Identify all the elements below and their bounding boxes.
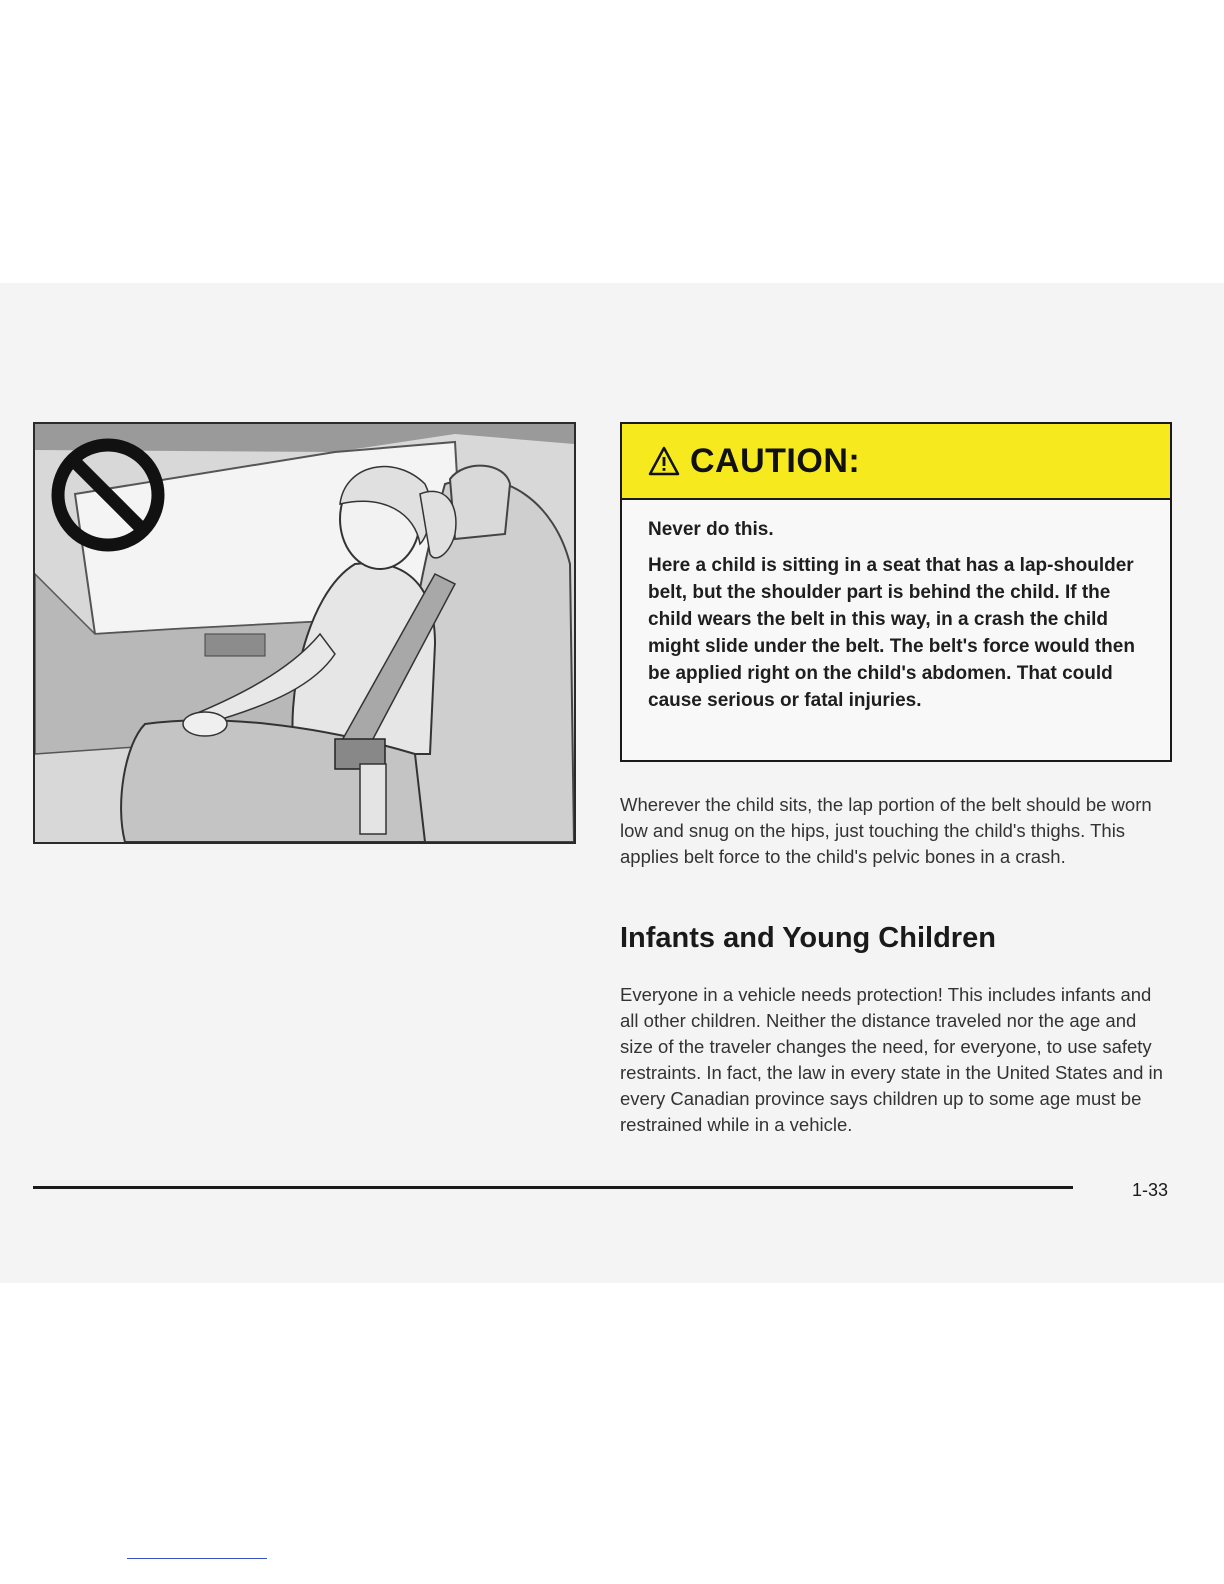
section-heading: Infants and Young Children [620,922,996,954]
section-paragraph: Everyone in a vehicle needs protection! This includes infants and all other children. Neither the distance traveled nor the age and size of the traveler changes the need, for everyone, to use safety restraints. In fact, the law in every state in the United States and in every Canadian province says children up to some age must be restrained while in a vehicle. [620,984,1163,1135]
caution-text: Here a child is sitting in a seat that has a lap-shoulder belt, but the shoulder part is behind the child. If the child wears the belt in this way, in a crash the child might slide under the belt. The belt's force would then be applied right on the child's abdomen. That could cause serious or fatal injuries. [648,555,1135,711]
bottom-divider [127,1558,267,1559]
child-seating-illustration [33,422,576,844]
lap-belt-paragraph: Wherever the child sits, the lap portion of the belt should be worn low and snug on the hips, just touching the child's thighs. This applies belt force to the child's pelvic bones in a crash. [620,794,1152,867]
caution-body [622,500,1170,714]
caution-box [620,422,1172,762]
page-number: 1-33 [1132,1180,1169,1200]
caution-title: CAUTION: [690,441,861,480]
warning-triangle-icon [648,446,680,476]
footer-rule [33,1186,1073,1189]
caution-lead: Never do this. [648,519,774,540]
caution-header [622,424,1170,500]
